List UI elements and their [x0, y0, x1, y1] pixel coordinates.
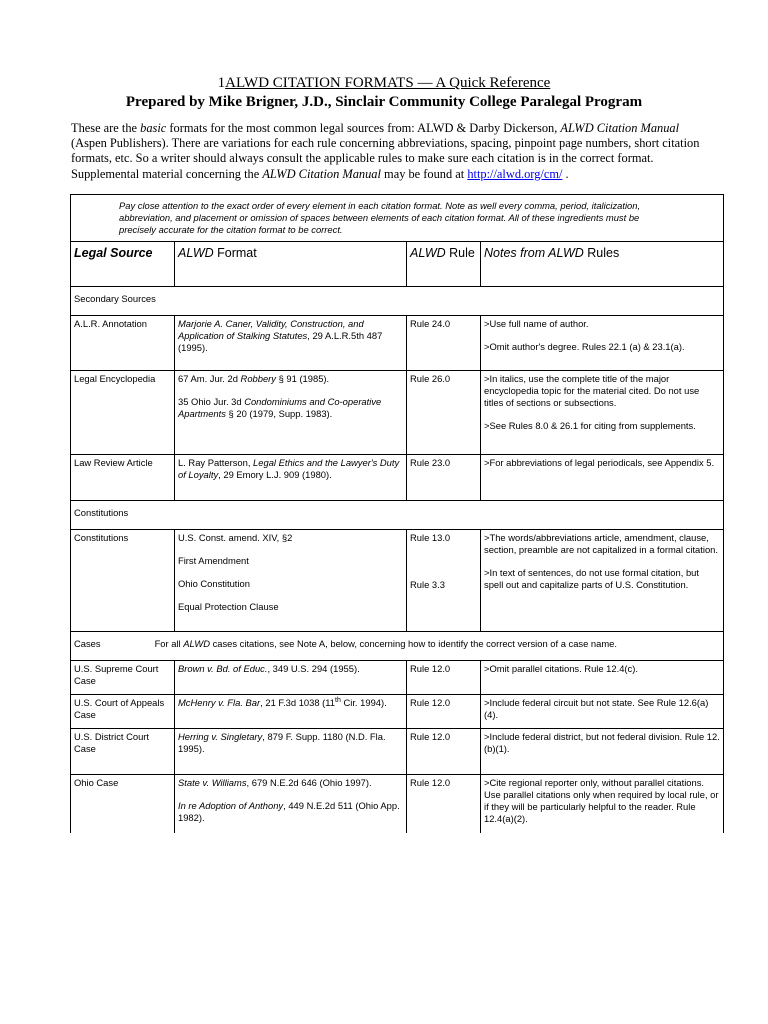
table-row: [71, 530, 724, 632]
header-notes: Notes from ALWD Rules: [481, 242, 724, 287]
row-notes: >Omit parallel citations. Rule 12.4(c).: [481, 661, 724, 695]
table-row: [71, 729, 724, 775]
row-source: U.S. Supreme Court Case: [71, 661, 175, 695]
document-subtitle: Prepared by Mike Brigner, J.D., Sinclair Community College Paralegal Program: [125, 94, 643, 110]
row-source: Ohio Case: [71, 775, 175, 833]
row-source: Constitutions: [71, 530, 175, 632]
header-alwd-format: ALWD Format: [175, 242, 407, 287]
section-row-secondary: [71, 287, 724, 316]
row-notes: >Use full name of author. >Omit author's degree. Rules 22.1 (a) & 23.1(a).: [481, 316, 724, 371]
row-format: Herring v. Singletary, 879 F. Supp. 1180 (N.D. Fla. 1995).: [175, 729, 407, 775]
table-row: [71, 775, 724, 833]
row-source: A.L.R. Annotation: [71, 316, 175, 371]
row-format: McHenry v. Fla. Bar, 21 F.3d 1038 (11th Cir. 1994).: [175, 695, 407, 729]
row-notes: >In italics, use the complete title of the major encyclopedia topic for the material cited. Do not use titles of sections or subsections. >See Rules 8.0 & 26.1 for citing from supplements.: [481, 371, 724, 455]
alwd-link[interactable]: http://alwd.org/cm/: [467, 166, 563, 181]
row-format: 67 Am. Jur. 2d Robbery § 91 (1985). 35 Ohio Jur. 3d Condominiums and Co-operative Apartments § 20 (1979, Supp. 1983).: [175, 371, 407, 455]
header-alwd-rule: ALWD Rule: [407, 242, 481, 287]
table-row: [71, 316, 724, 371]
row-rule: Rule 24.0: [407, 316, 481, 371]
table-row: [71, 371, 724, 455]
row-notes: >The words/abbreviations article, amendment, clause, section, preamble are not capitalized in a formal citation. >In text of sentences, do not use formal citation, but spell out and capitalize parts of U.S. Constitution.: [481, 530, 724, 632]
row-source: U.S. Court of Appeals Case: [71, 695, 175, 729]
row-format: State v. Williams, 679 N.E.2d 646 (Ohio 1997). In re Adoption of Anthony, 449 N.E.2d 511 (Ohio App. 1982).: [175, 775, 407, 833]
row-format: Marjorie A. Caner, Validity, Construction, and Application of Stalking Statutes, 29 A.L.R.5th 487 (1995).: [175, 316, 407, 371]
title-text: ALWD CITATION FORMATS — A Quick Reference: [225, 75, 551, 91]
table-row: [71, 695, 724, 729]
row-rule: Rule 13.0 Rule 3.3: [407, 530, 481, 632]
row-notes: >Cite regional reporter only, without parallel citations. Use parallel citations only when required by local rule, or if they will be particularly helpful to the reader. Rule 12.4(a)(2).: [481, 775, 724, 833]
row-format: L. Ray Patterson, Legal Ethics and the Lawyer's Duty of Loyalty, 29 Emory L.J. 909 (1980).: [175, 455, 407, 501]
intro-paragraph: These are the basic formats for the most common legal sources from: ALWD & Darby Dickerson, ALWD Citation Manual (Aspen Publishers). There are variations for each rule concerning abbreviations, spacing, pinpoint page numbers, short citation formats, etc. So a writer should always consult the applicable rules to make sure each citation is in the correct format. Supplemental material concerning the ALWD Citation Manual may be found at http://alwd.org/cm/ .: [71, 121, 700, 181]
attention-note: Pay close attention to the exact order of every element in each citation format. Note as well every comma, period, italicization, abbreviation, and placement or omission of spaces between elements of each citation format. All of these ingredients must be precisely accurate for the citation format to be correct.: [71, 195, 724, 242]
row-rule: Rule 12.0: [407, 661, 481, 695]
row-source: U.S. District Court Case: [71, 729, 175, 775]
table-row: [71, 455, 724, 501]
section-row-constitutions: [71, 501, 724, 530]
table-row: [71, 661, 724, 695]
row-notes: >Include federal district, but not federal division. Rule 12.(b)(1).: [481, 729, 724, 775]
table-header-row: [71, 242, 724, 287]
header-legal-source: Legal Source: [71, 242, 175, 287]
row-source: Legal Encyclopedia: [71, 371, 175, 455]
attention-note-row: [71, 195, 724, 242]
document-title: [0, 74, 768, 93]
citation-table: [70, 194, 724, 833]
row-rule: Rule 12.0: [407, 695, 481, 729]
footnote-number: 1: [217, 75, 226, 91]
row-source: Law Review Article: [71, 455, 175, 501]
section-label: Constitutions: [71, 501, 724, 530]
section-row-cases: [71, 632, 724, 661]
row-notes: >For abbreviations of legal periodicals, see Appendix 5.: [481, 455, 724, 501]
row-notes: >Include federal circuit but not state. See Rule 12.6(a)(4).: [481, 695, 724, 729]
row-format: U.S. Const. amend. XIV, §2 First Amendment Ohio Constitution Equal Protection Clause: [175, 530, 407, 632]
row-rule: Rule 23.0: [407, 455, 481, 501]
row-rule: Rule 12.0: [407, 775, 481, 833]
row-format: Brown v. Bd. of Educ., 349 U.S. 294 (1955).: [175, 661, 407, 695]
section-label: Secondary Sources: [71, 287, 724, 316]
row-rule: Rule 12.0: [407, 729, 481, 775]
row-rule: Rule 26.0: [407, 371, 481, 455]
section-label: Cases For all ALWD cases citations, see Note A, below, concerning how to identify the correct version of a case name.: [71, 632, 724, 661]
